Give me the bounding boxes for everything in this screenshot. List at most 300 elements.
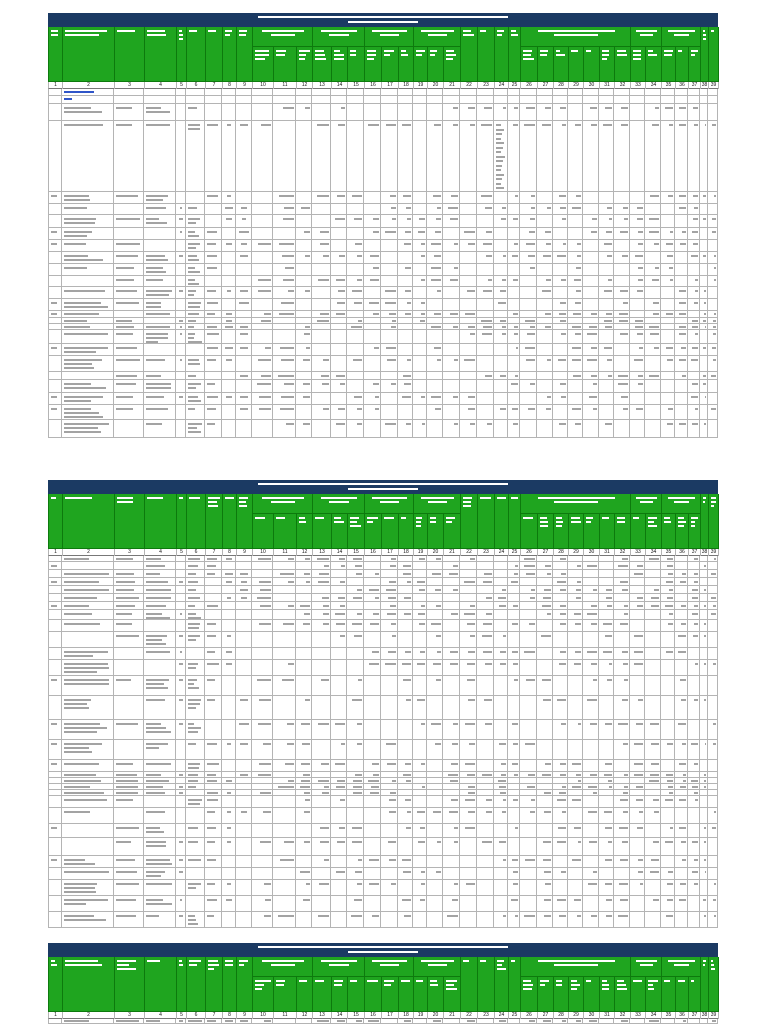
table-cell [520, 856, 537, 868]
illegible-cell-text [64, 387, 106, 389]
table-row [48, 740, 718, 760]
table-cell [645, 740, 661, 760]
illegible-header-text [586, 517, 594, 519]
illegible-cell-text [609, 218, 612, 220]
table-cell [599, 287, 614, 299]
illegible-header-text [276, 517, 285, 519]
illegible-cell-text [496, 133, 503, 135]
table-cell [645, 594, 661, 602]
table-cell [144, 578, 176, 586]
illegible-cell-text [188, 431, 202, 433]
table-cell [443, 372, 460, 380]
illegible-cell-text [620, 231, 628, 233]
table-cell [645, 299, 661, 311]
illegible-cell-text [387, 613, 396, 615]
table-cell [553, 96, 568, 104]
illegible-cell-text [406, 423, 411, 425]
table-cell [413, 344, 427, 356]
table-cell [381, 420, 398, 438]
illegible-cell-text [543, 1020, 551, 1022]
illegible-cell-text [287, 723, 294, 725]
table-cell [427, 420, 443, 438]
table-cell [537, 880, 553, 896]
illegible-cell-text [188, 589, 196, 591]
illegible-cell-text [188, 723, 195, 725]
illegible-header-text [540, 980, 549, 982]
table-cell [675, 372, 688, 380]
illegible-cell-text [389, 799, 396, 801]
illegible-cell-text [694, 558, 698, 560]
table-cell [222, 96, 236, 104]
illegible-header-text [463, 501, 472, 503]
table-cell [614, 602, 630, 610]
illegible-cell-text [357, 883, 362, 885]
table-cell [381, 215, 398, 228]
table-cell [494, 740, 508, 760]
table-cell [427, 264, 443, 276]
table-cell [700, 896, 708, 912]
illegible-cell-text [180, 651, 182, 653]
illegible-header-text [497, 497, 506, 499]
illegible-header-text [674, 964, 690, 966]
header-cell [600, 977, 615, 1012]
table-cell [599, 824, 614, 838]
table-cell [645, 808, 661, 824]
table-cell [114, 720, 144, 740]
table-cell [508, 1019, 520, 1024]
illegible-cell-text [542, 124, 551, 126]
illegible-cell-text [592, 218, 597, 220]
table-cell [186, 868, 205, 880]
illegible-cell-text [146, 875, 162, 877]
table-cell [460, 393, 477, 405]
table-cell [176, 760, 186, 772]
table-cell [205, 856, 222, 868]
illegible-cell-text [390, 565, 396, 567]
illegible-cell-text [713, 723, 716, 725]
illegible-cell-text [431, 723, 441, 725]
illegible-cell-text [542, 290, 551, 292]
illegible-header-text [367, 521, 373, 523]
illegible-cell-text [450, 313, 458, 315]
illegible-header-text [334, 984, 343, 986]
table-cell [62, 1019, 114, 1024]
table-cell [508, 610, 520, 620]
table-cell [568, 96, 583, 104]
column-number: 32 [615, 549, 631, 556]
table-cell [381, 96, 398, 104]
illegible-cell-text [620, 799, 628, 801]
table-cell [661, 96, 675, 104]
table-cell [477, 578, 494, 586]
table-cell [700, 760, 708, 772]
table-cell [252, 344, 273, 356]
table-cell [494, 89, 508, 96]
illegible-cell-text [240, 326, 247, 328]
table-cell [273, 594, 296, 602]
table-cell [347, 586, 364, 594]
table-cell [381, 610, 398, 620]
table-cell [381, 204, 398, 215]
table-cell [186, 104, 205, 121]
table-cell [331, 740, 347, 760]
illegible-cell-text [450, 218, 458, 220]
illegible-cell-text [680, 786, 686, 788]
illegible-cell-text [705, 743, 706, 745]
table-cell [583, 228, 599, 240]
table-cell [114, 420, 144, 438]
illegible-cell-text [188, 408, 196, 410]
table-row [48, 330, 718, 344]
illegible-header-text [540, 517, 548, 519]
table-cell [427, 380, 443, 393]
illegible-cell-text [619, 320, 628, 322]
table-cell [62, 311, 114, 318]
table-cell [331, 632, 347, 648]
table-cell [114, 372, 144, 380]
table-cell [381, 121, 398, 192]
illegible-cell-text [354, 302, 362, 304]
illegible-cell-text [667, 565, 673, 567]
illegible-cell-text [572, 347, 581, 349]
illegible-cell-text [635, 320, 643, 322]
illegible-cell-text [694, 763, 698, 765]
table-cell [273, 330, 296, 344]
illegible-cell-text [513, 871, 518, 873]
table-cell [599, 330, 614, 344]
table-cell [413, 405, 427, 420]
table-cell [700, 648, 708, 660]
table-cell [48, 676, 62, 696]
illegible-cell-text [317, 124, 329, 126]
table-cell [186, 420, 205, 438]
table-cell [520, 562, 537, 570]
illegible-cell-text [512, 408, 518, 410]
illegible-cell-text [339, 827, 345, 829]
table-cell [537, 393, 553, 405]
table-cell [700, 660, 708, 676]
illegible-cell-text [373, 613, 379, 615]
table-cell [312, 578, 331, 586]
illegible-header-text [299, 521, 306, 523]
illegible-cell-text [712, 231, 716, 233]
table-cell [508, 896, 520, 912]
illegible-cell-text [435, 589, 441, 591]
illegible-cell-text [622, 651, 628, 653]
illegible-cell-text [374, 347, 379, 349]
header-cell [223, 27, 237, 82]
spreadsheet-page [48, 943, 718, 1024]
illegible-cell-text [576, 1020, 581, 1022]
illegible-cell-text [704, 841, 706, 843]
table-cell [508, 586, 520, 594]
illegible-header-text [372, 30, 406, 32]
illegible-cell-text [603, 124, 612, 126]
illegible-cell-text [188, 915, 195, 917]
table-cell [186, 287, 205, 299]
header-cell [223, 494, 237, 549]
illegible-cell-text [544, 811, 551, 813]
illegible-header-text [446, 58, 454, 60]
illegible-cell-text [207, 605, 219, 607]
illegible-cell-text [703, 375, 706, 377]
illegible-cell-text [470, 333, 475, 335]
table-cell [599, 868, 614, 880]
table-cell [443, 720, 460, 740]
table-cell [331, 330, 347, 344]
header-group-cell [365, 494, 414, 514]
illegible-cell-text [317, 320, 329, 322]
table-cell [176, 610, 186, 620]
illegible-header-text [446, 50, 455, 52]
illegible-cell-text [355, 774, 362, 776]
table-cell [114, 610, 144, 620]
table-cell [708, 276, 718, 287]
table-cell [494, 228, 508, 240]
illegible-cell-text [207, 799, 219, 801]
illegible-cell-text [64, 915, 94, 917]
illegible-header-text [117, 968, 136, 970]
table-cell [347, 204, 364, 215]
table-cell [144, 838, 176, 856]
illegible-header-text [586, 50, 592, 52]
table-cell [413, 586, 427, 594]
illegible-cell-text [404, 383, 411, 385]
header-cell [115, 957, 145, 1012]
illegible-cell-text [320, 243, 329, 245]
table-cell [114, 760, 144, 772]
table-cell [398, 578, 413, 586]
table-cell [427, 578, 443, 586]
illegible-cell-text [623, 408, 628, 410]
illegible-cell-text [486, 799, 492, 801]
table-cell [520, 264, 537, 276]
illegible-header-text [648, 517, 657, 519]
table-cell [708, 1019, 718, 1024]
illegible-cell-text [64, 333, 108, 335]
table-cell [700, 252, 708, 264]
illegible-cell-text [403, 679, 411, 681]
table-cell [477, 562, 494, 570]
table-cell [48, 192, 62, 204]
table-cell [252, 192, 273, 204]
table-cell [630, 880, 645, 896]
illegible-cell-text [713, 359, 716, 361]
table-cell [186, 1019, 205, 1024]
table-cell [186, 121, 205, 192]
table-cell [661, 276, 675, 287]
table-cell [364, 824, 381, 838]
illegible-cell-text [259, 396, 271, 398]
table-cell [364, 228, 381, 240]
illegible-cell-text [637, 218, 643, 220]
table-row [48, 420, 718, 438]
table-cell [273, 252, 296, 264]
illegible-cell-text [188, 306, 201, 308]
illegible-cell-text [146, 841, 166, 843]
table-cell [176, 240, 186, 252]
table-cell [477, 405, 494, 420]
illegible-cell-text [353, 597, 362, 599]
table-cell [460, 204, 477, 215]
illegible-cell-text [402, 859, 411, 861]
table-cell [364, 192, 381, 204]
table-cell [62, 660, 114, 676]
illegible-cell-text [146, 375, 161, 377]
table-cell [413, 610, 427, 620]
table-cell [48, 393, 62, 405]
table-cell [236, 405, 252, 420]
illegible-cell-text [606, 231, 612, 233]
table-cell [645, 344, 661, 356]
table-cell [520, 356, 537, 372]
illegible-cell-text [653, 841, 659, 843]
table-cell [364, 89, 381, 96]
table-cell [222, 420, 236, 438]
illegible-cell-text [526, 573, 535, 575]
illegible-cell-text [665, 799, 673, 801]
illegible-cell-text [339, 255, 345, 257]
illegible-cell-text [546, 408, 551, 410]
illegible-cell-text [353, 780, 362, 782]
illegible-cell-text [336, 313, 345, 315]
table-cell [222, 660, 236, 676]
table-cell [114, 740, 144, 760]
header-cell [554, 514, 569, 549]
illegible-cell-text [335, 723, 345, 725]
sheet-header-row [48, 27, 718, 82]
table-cell [645, 602, 661, 610]
table-cell [413, 570, 427, 578]
table-cell [381, 299, 398, 311]
table-cell [331, 760, 347, 772]
table-cell [205, 740, 222, 760]
illegible-cell-text [559, 195, 566, 197]
illegible-cell-text [146, 207, 167, 209]
table-cell [296, 660, 312, 676]
illegible-cell-text [587, 699, 597, 701]
table-cell [553, 121, 568, 192]
illegible-cell-text [146, 723, 162, 725]
table-cell [331, 856, 347, 868]
illegible-cell-text [434, 255, 441, 257]
illegible-cell-text [207, 763, 219, 765]
illegible-cell-text [116, 267, 134, 269]
header-cell [428, 514, 444, 549]
table-cell [661, 228, 675, 240]
illegible-cell-text [704, 827, 706, 829]
illegible-cell-text [434, 313, 441, 315]
illegible-cell-text [207, 326, 218, 328]
table-cell [205, 276, 222, 287]
table-cell [176, 276, 186, 287]
table-cell [443, 570, 460, 578]
illegible-cell-text [337, 1020, 345, 1022]
table-cell [48, 276, 62, 287]
table-cell [537, 299, 553, 311]
header-cell [569, 977, 584, 1012]
table-cell [645, 896, 661, 912]
table-cell [381, 868, 398, 880]
header-cell [478, 957, 495, 1012]
table-cell [312, 121, 331, 192]
table-cell [312, 240, 331, 252]
table-cell [477, 252, 494, 264]
table-row [48, 570, 718, 578]
table-cell [630, 808, 645, 824]
table-cell [645, 586, 661, 594]
table-cell [494, 380, 508, 393]
table-cell [494, 121, 508, 192]
illegible-header-text [703, 34, 706, 36]
table-cell [661, 192, 675, 204]
table-cell [708, 372, 718, 380]
table-cell [568, 696, 583, 720]
illegible-cell-text [454, 827, 458, 829]
illegible-cell-text [64, 747, 90, 749]
table-cell [508, 287, 520, 299]
table-cell [413, 252, 427, 264]
table-cell [614, 578, 630, 586]
table-cell [630, 912, 645, 928]
table-cell [614, 1019, 630, 1024]
table-cell [675, 760, 688, 772]
illegible-header-text [372, 960, 406, 962]
table-cell [413, 330, 427, 344]
table-cell [236, 720, 252, 740]
illegible-cell-text [714, 195, 716, 197]
table-cell [222, 868, 236, 880]
table-cell [508, 215, 520, 228]
table-cell [176, 632, 186, 648]
illegible-cell-text [526, 107, 535, 109]
table-cell [205, 215, 222, 228]
illegible-header-text [416, 54, 423, 56]
table-cell [364, 121, 381, 192]
table-cell [661, 760, 675, 772]
table-cell [331, 602, 347, 610]
table-cell [583, 594, 599, 602]
table-cell [205, 720, 222, 740]
illegible-cell-text [500, 792, 506, 794]
header-cell [709, 957, 719, 1012]
table-cell [236, 372, 252, 380]
illegible-cell-text [692, 597, 698, 599]
illegible-cell-text [353, 558, 362, 560]
illegible-header-text [523, 980, 531, 982]
table-cell [222, 276, 236, 287]
table-cell [508, 578, 520, 586]
table-cell [614, 420, 630, 438]
table-cell [296, 1019, 312, 1024]
table-cell [398, 356, 413, 372]
table-cell [144, 420, 176, 438]
table-cell [347, 287, 364, 299]
illegible-cell-text [64, 363, 93, 365]
table-cell [144, 380, 176, 393]
illegible-cell-text [618, 565, 628, 567]
illegible-cell-text [207, 699, 215, 701]
illegible-cell-text [624, 786, 628, 788]
header-cell [253, 47, 274, 82]
illegible-cell-text [515, 375, 518, 377]
table-cell [675, 121, 688, 192]
illegible-cell-text [257, 679, 271, 681]
table-cell [427, 121, 443, 192]
table-cell [675, 299, 688, 311]
illegible-cell-text [572, 763, 581, 765]
table-cell [186, 838, 205, 856]
